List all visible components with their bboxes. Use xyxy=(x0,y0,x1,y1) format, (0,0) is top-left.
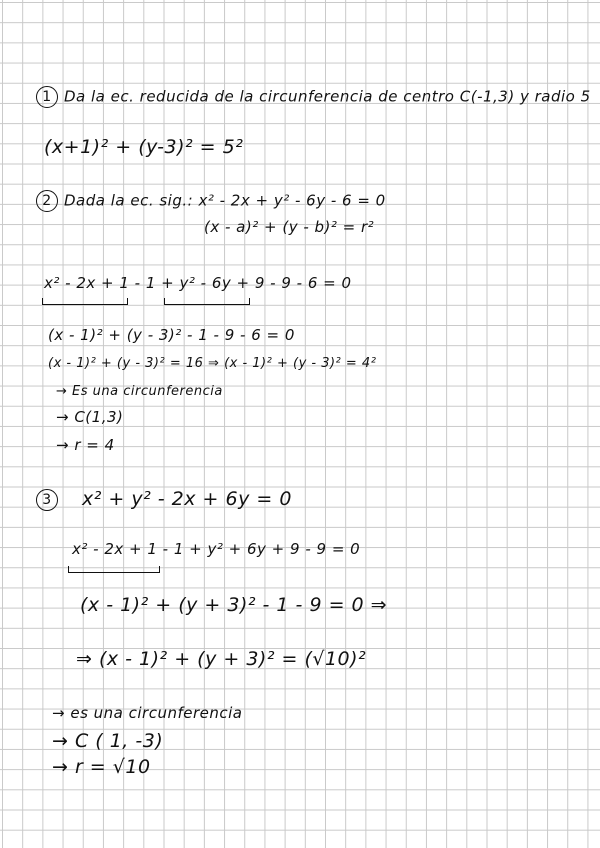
exercise-3-step-3: ⇒ (x - 1)² + (y + 3)² = (√10)² xyxy=(76,648,367,670)
exercise-3-step-1: x² - 2x + 1 - 1 + y² + 6y + 9 - 9 = 0 xyxy=(72,540,361,558)
exercise-3-step-2: (x - 1)² + (y + 3)² - 1 - 9 = 0 ⇒ xyxy=(80,594,388,616)
exercise-2-conclusion-3: → r = 4 xyxy=(56,436,115,454)
exercise-2-step-1: x² - 2x + 1 - 1 + y² - 6y + 9 - 9 - 6 = 0 xyxy=(44,274,352,292)
exercise-3-equation: x² + y² - 2x + 6y = 0 xyxy=(82,488,292,510)
exercise-2-step-3: (x - 1)² + (y - 3)² = 16 ⇒ (x - 1)² + (y - 3)² = 4² xyxy=(48,356,377,371)
exercise-2-conclusion-1: → Es una circunferencia xyxy=(56,384,223,399)
exercise-3-statement xyxy=(36,488,292,511)
exercise-1-statement xyxy=(36,86,591,108)
exercise-number-badge: 2 xyxy=(36,190,58,212)
exercise-3-conclusion-2: → C ( 1, -3) xyxy=(52,730,164,752)
exercise-2-text: Dada la ec. sig.: x² - 2x + y² - 6y - 6 = 0 xyxy=(64,191,386,210)
exercise-2-step-2: (x - 1)² + (y - 3)² - 1 - 9 - 6 = 0 xyxy=(48,326,295,344)
exercise-1-text: Da la ec. reducida de la circunferencia de centro C(-1,3) y radio 5 xyxy=(64,87,591,106)
exercise-3-conclusion-1: → es una circunferencia xyxy=(52,704,243,722)
grouping-bracket xyxy=(68,566,160,573)
exercise-3-conclusion-3: → r = √10 xyxy=(52,756,151,778)
exercise-number-badge: 3 xyxy=(36,489,58,511)
exercise-2-statement xyxy=(36,190,386,212)
exercise-1-answer: (x+1)² + (y-3)² = 5² xyxy=(44,136,244,158)
general-form-equation: (x - a)² + (y - b)² = r² xyxy=(204,218,375,236)
grouping-bracket xyxy=(164,298,250,305)
exercise-2-conclusion-2: → C(1,3) xyxy=(56,408,124,426)
exercise-number-badge: 1 xyxy=(36,86,58,108)
grouping-bracket xyxy=(42,298,128,305)
